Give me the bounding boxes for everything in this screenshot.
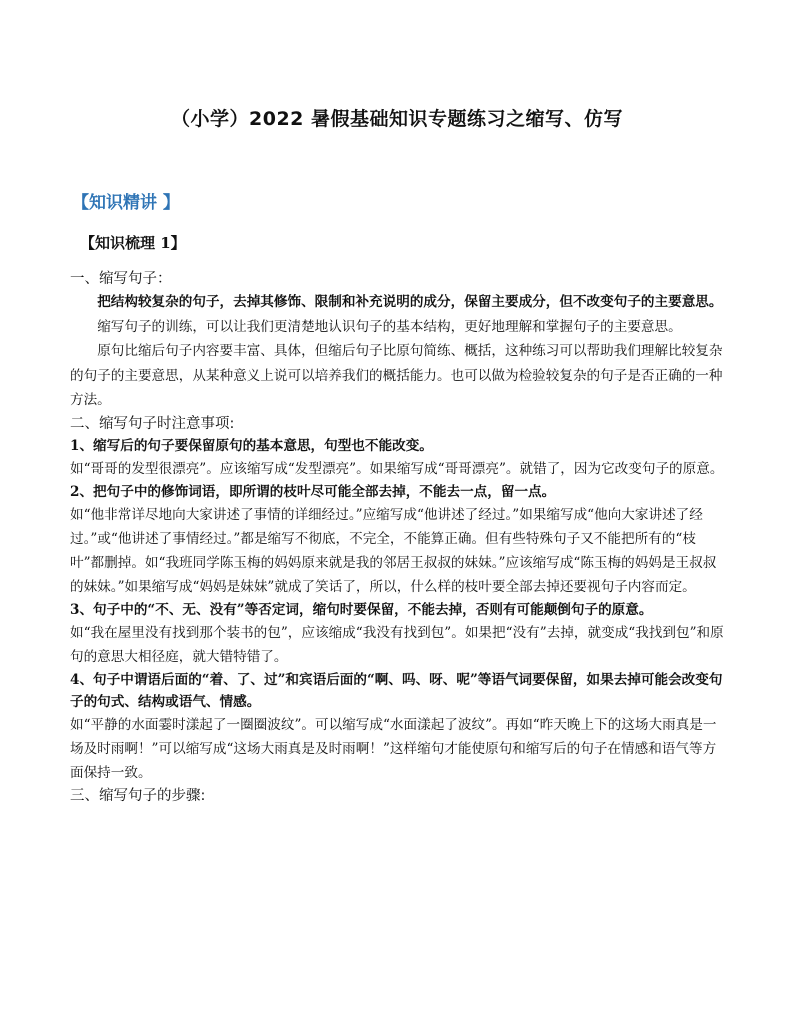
rule-item-3: 3、句子中的“不、无、没有”等否定词，缩句时要保留，不能去掉，否则有可能颠倒句子的原意。 — [70, 601, 653, 618]
body-paragraph: 缩写句子的训练，可以让我们更清楚地认识句子的基本结构，更好地理解和掌握句子的主要意思。 — [97, 318, 682, 335]
section-heading: 【知识精讲 】 — [72, 193, 180, 213]
example-paragraph: 如“他非常详尽地向大家讲述了事情的详细经过。”应缩写成“他讲述了经过。”如果缩写成“他向大家讲述了经过。”或“他讲述了事情经过。”都是缩写不彻底，不完全，不能算正确。但有些特殊句子又不能把所有的“枝叶”都删掉。如“我班同学陈玉梅的妈妈原来就是我的邻居王叔叔的妹妹。”应该缩写成“陈玉梅的妈妈是王叔叔的妹妹。”如果缩写成“妈妈是妹妹”就成了笑话了，所以，什么样的枝叶要全部去掉还要视句子内容而定。 — [70, 506, 717, 595]
document-title: （小学）2022 暑假基础知识专题练习之缩写、仿写 — [171, 108, 623, 130]
rule-item-1: 1、缩写后的句子要保留原句的基本意思，句型也不能改变。 — [70, 437, 433, 454]
heading-part-three: 三、缩写句子的步骤: — [70, 787, 206, 804]
rule-item-4: 4、句子中谓语后面的“着、了、过”和宾语后面的“啊、吗、呀、呢”等语气词要保留，如果去掉可能会改变句子的句式、结构或语气、情感。 — [70, 671, 723, 710]
body-paragraph: 原句比缩后句子内容要丰富、具体，但缩后句子比原句简练、概括，这种练习可以帮助我们理解比较复杂的句子的主要意思，从某种意义上说可以培养我们的概括能力。也可以做为检验较复杂的句子是否正确的一种方法。 — [70, 343, 723, 408]
example-paragraph: 如“我在屋里没有找到那个装书的包”，应该缩成“我没有找到包”。如果把“没有”去掉，就变成“我找到包”和原句的意思大相径庭，就大错特错了。 — [70, 624, 724, 665]
example-paragraph: 如“哥哥的发型很漂亮”。应该缩写成“发型漂亮”。如果缩写成“哥哥漂亮”。就错了，因为它改变句子的原意。 — [70, 460, 724, 477]
definition-paragraph: 把结构较复杂的句子，去掉其修饰、限制和补充说明的成分，保留主要成分，但不改变句子的主要意思。 — [97, 294, 723, 310]
example-paragraph: 如“平静的水面霎时漾起了一圈圈波纹”。可以缩写成“水面漾起了波纹”。再如“昨天晚上下的这场大雨真是一场及时雨啊！”可以缩写成“这场大雨真是及时雨啊！”这样缩句才能使原句和缩写后的句子在情感和语气等方面保持一致。 — [70, 716, 717, 781]
heading-part-two: 二、缩写句子时注意事项: — [70, 415, 235, 432]
sub-heading: 【知识梳理 1】 — [80, 234, 186, 252]
document-body — [70, 268, 726, 807]
rule-item-2: 2、把句子中的修饰词语，即所谓的枝叶尽可能全部去掉，不能去一点，留一点。 — [70, 483, 556, 500]
heading-part-one: 一、缩写句子： — [70, 271, 172, 287]
